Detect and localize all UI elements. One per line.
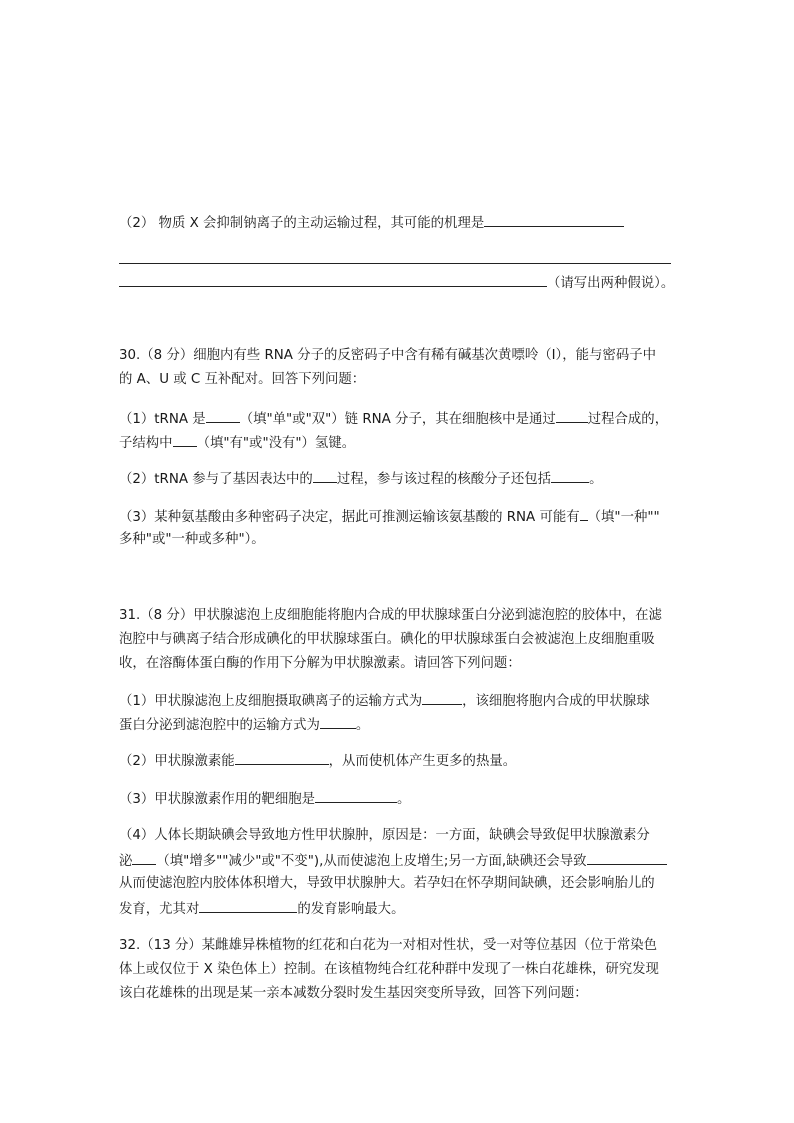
answer-blank[interactable] [119,272,547,287]
q30-sub1-text: （填"有"或"没有"）氢键。 [196,436,356,451]
q31-sub4-line3: 从而使滤泡腔内胶体体积增大，导致甲状腺肿大。若孕妇在怀孕期间缺碘，还会影响胎儿的 [119,876,655,891]
q31-sub4-text: 发育，尤其对 [119,902,200,917]
q31-stem-line2: 泡腔中与碘离子结合形成碘化的甲状腺球蛋白。碘化的甲状腺球蛋白会被滤泡上皮细胞重吸 [119,632,655,647]
q32-stem-line2: 体上或仅位于 X 染色体上）控制。在该植物纯合红花种群中发现了一株白花雄株，研究发现 [119,962,659,977]
q31-sub1-text: 。 [355,718,370,733]
q31-sub4-text: 泌 [119,854,133,869]
q31-sub4-text: 的发育影响最大。 [297,902,405,917]
q30-sub3-text: （填"一种"" [587,510,660,525]
q31-sub4-line4 [119,898,679,920]
answer-blank[interactable] [235,750,329,765]
q31-sub3-text: 。 [397,792,411,807]
answer-blank-line[interactable] [119,263,671,264]
q30-sub2-text: 。 [589,472,603,487]
q30-sub3-text: （3）某种氨基酸由多种密码子决定，据此可推测运输该氨基酸的 RNA 可能有 [119,510,580,525]
q31-sub4-text: （填"增多""减少"或"不变"),从而使滤泡上皮增生;另一方面,缺碘还会导致 [156,854,587,869]
answer-blank[interactable] [551,468,589,483]
answer-blank[interactable] [199,898,297,913]
q30-sub2-text: （2）tRNA 参与了基因表达中的 [119,472,313,487]
q31-sub4-line2 [119,850,679,872]
q31-sub1-text: ，该细胞将胞内合成的甲状腺球 [462,694,650,709]
q30-stem-line2: 的 A、U 或 C 互补配对。回答下列问题： [119,372,366,387]
q31-stem-line1: 31.（8 分）甲状腺滤泡上皮细胞能将胞内合成的甲状腺球蛋白分泌到滤泡腔的胶体中，在滤 [119,608,662,623]
q30-sub3-line2: 多种"或"一种或多种"）。 [119,532,265,547]
answer-blank[interactable] [556,408,588,423]
answer-blank[interactable] [484,212,624,227]
q30-sub2-text: 过程，参与该过程的核酸分子还包括 [336,472,552,487]
q31-sub1-line1 [119,690,679,712]
q31-sub3-text: （3）甲状腺激素作用的靶细胞是 [119,792,315,807]
q30-sub3-line1 [119,506,679,528]
q31-sub1-line2 [119,714,679,736]
q30-sub1-text: （1）tRNA 是 [119,412,206,427]
q31-sub2-line [119,750,679,772]
answer-blank[interactable] [313,468,337,483]
q31-sub1-text: 蛋白分泌到滤泡腔中的运输方式为 [119,718,320,733]
answer-blank[interactable] [587,850,667,865]
answer-blank[interactable] [315,788,397,803]
q31-sub2-text: ，从而使机体产生更多的热量。 [328,754,517,769]
q29-sub2-line3 [119,272,679,294]
q31-sub1-text: （1）甲状腺滤泡上皮细胞摄取碘离子的运输方式为 [119,694,423,709]
answer-blank[interactable] [320,714,356,729]
q32-stem-line3: 该白花雄株的出现是某一亲本减数分裂时发生基因突变所导致，回答下列问题： [119,986,588,1001]
q30-sub1-text: （填"单"或"双"）链 RNA 分子，其在细胞核中是通过 [239,412,556,427]
q31-sub4-line1: （4）人体长期缺碘会导致地方性甲状腺肿，原因是：一方面，缺碘会导致促甲状腺激素分 [119,828,650,843]
q30-sub1-line2 [119,432,679,454]
q29-sub2-suffix: （请写出两种假说）。 [547,276,675,291]
q30-stem-line1: 30.（8 分）细胞内有些 RNA 分子的反密码子中含有稀有碱基次黄嘌呤（I），能与密码子中 [119,348,656,363]
q31-sub2-text: （2）甲状腺激素能 [119,754,235,769]
answer-blank[interactable] [422,690,462,705]
q30-sub2-line [119,468,679,490]
q29-sub2-line1 [119,212,679,234]
answer-blank[interactable] [132,850,156,865]
q29-sub2-text: （2） 物质 X 会抑制钠离子的主动运输过程，其可能的机理是 [119,216,485,231]
q31-stem-line3: 收，在溶酶体蛋白酶的作用下分解为甲状腺激素。请回答下列问题： [119,656,521,671]
q31-sub3-line [119,788,679,810]
answer-blank[interactable] [206,408,240,423]
answer-blank[interactable] [173,432,197,447]
q30-sub1-line1 [119,408,679,430]
q30-sub1-text: 子结构中 [119,436,173,451]
q32-stem-line1: 32.（13 分）某雌雄异株植物的红花和白花为一对相对性状，受一对等位基因（位于常染色 [119,938,658,953]
q30-sub1-text: 过程合成的， [587,412,669,427]
answer-blank[interactable] [580,506,588,521]
